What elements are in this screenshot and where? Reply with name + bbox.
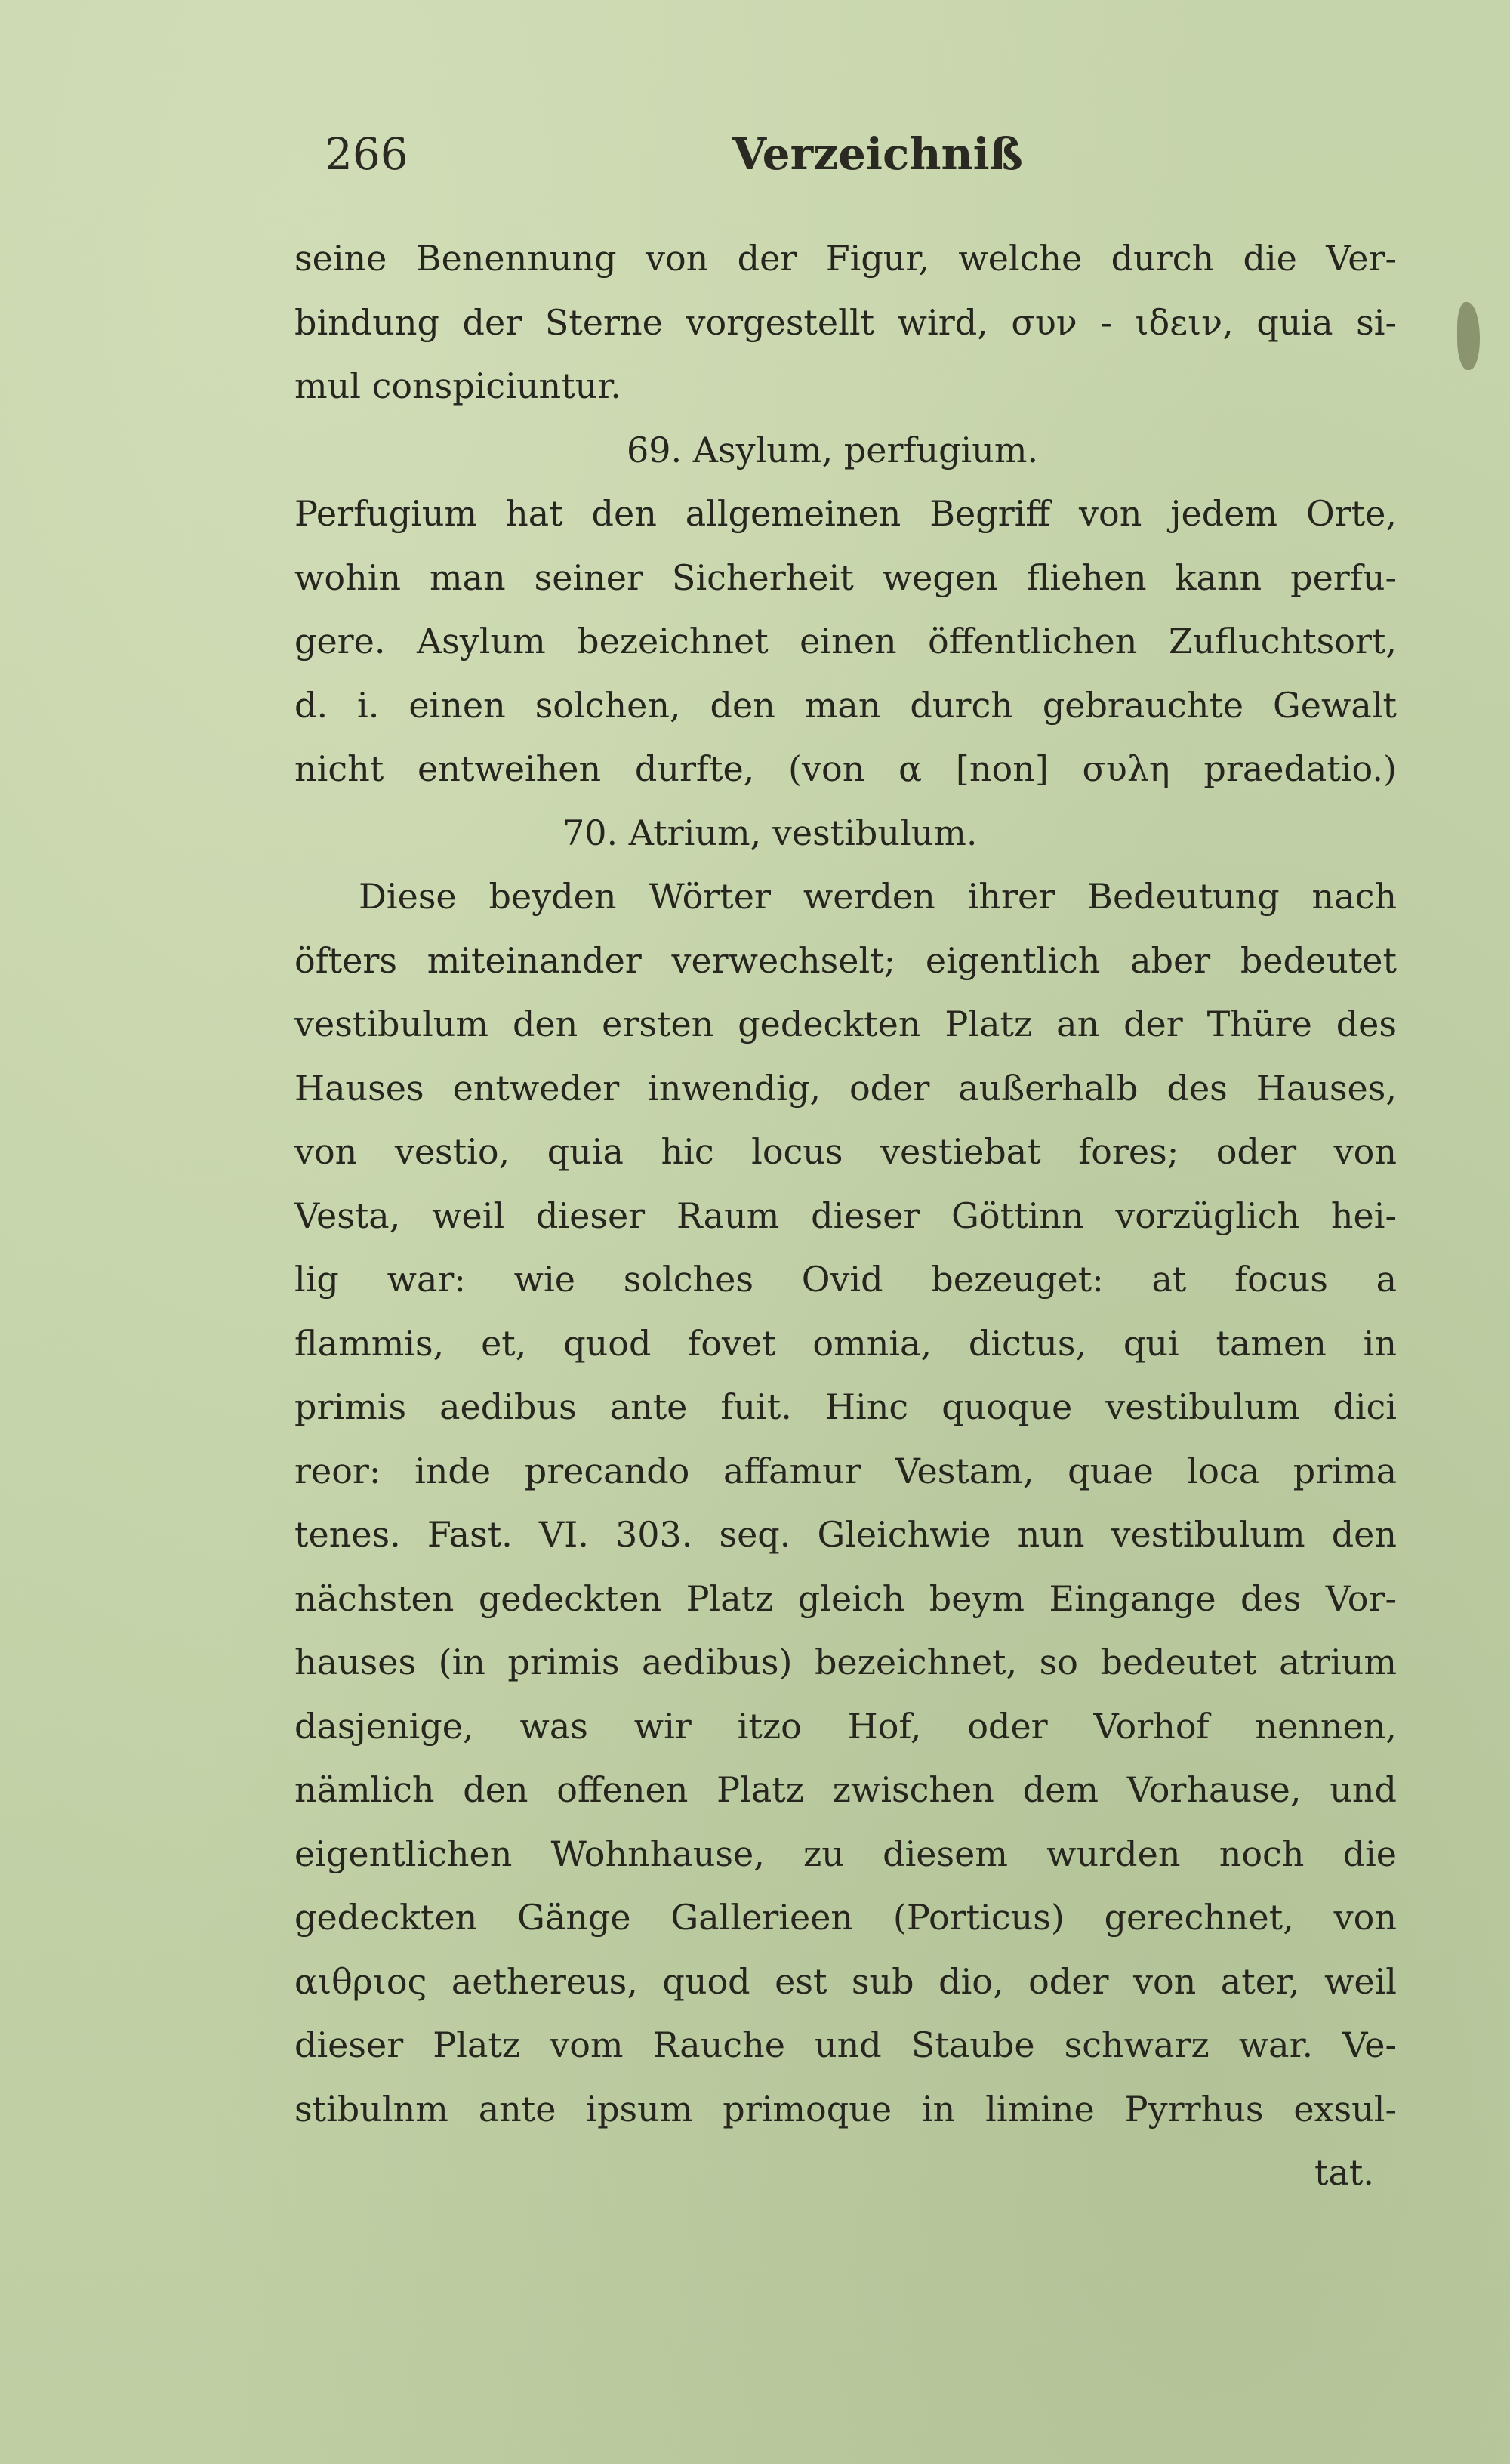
page-number: 266 (325, 128, 408, 180)
text-line: Vesta, weil dieser Raum dieser Göttinn vorzüglich hei- (294, 1195, 1397, 1236)
text-line: Hauses entweder inwendig, oder außerhalb des Hauses, (294, 1067, 1397, 1109)
text-line: nächsten gedeckten Platz gleich beym Eingange des Vor- (294, 1577, 1397, 1619)
text-line: d. i. einen solchen, den man durch gebrauchte Gewalt (294, 684, 1397, 726)
page-stain (1457, 302, 1480, 370)
text-line: mul conspiciuntur. (294, 365, 621, 406)
text-line: stibulnm ante ipsum primoque in limine Pyrrhus exsul- (294, 2088, 1397, 2129)
catchword: tat. (1314, 2152, 1374, 2193)
text-line: dieser Platz vom Rauche und Staube schwarz war. Ve- (294, 2025, 1397, 2065)
text-line: lig war: wie solches Ovid bezeuget: at focus a (294, 1259, 1397, 1300)
text-line: Perfugium hat den allgemeinen Begriff von jedem Orte, (294, 493, 1397, 534)
body-text (294, 227, 1397, 2205)
text-line: öfters miteinander verwechselt; eigentlich aber bedeutet (294, 939, 1397, 981)
text-line: vestibulum den ersten gedeckten Platz an der Thüre des (294, 1004, 1397, 1044)
text-line: primis aedibus ante fuit. Hinc quoque vestibulum dici (294, 1386, 1397, 1427)
text-line: seine Benennung von der Figur, welche durch die Ver- (294, 238, 1397, 279)
text-line: von vestio, quia hic locus vestiebat fores; oder von (294, 1131, 1397, 1172)
entry-heading-69: 69. Asylum, perfugium. (627, 429, 1039, 470)
page-header (325, 128, 1080, 189)
text-line: dasjenige, was wir itzo Hof, oder Vorhof nennen, (294, 1705, 1397, 1747)
running-title: Verzeichniß (732, 128, 1023, 180)
text-line: reor: inde precando affamur Vestam, quae loca prima (294, 1450, 1397, 1491)
text-line: nämlich den offenen Platz zwischen dem Vorhause, und (294, 1769, 1397, 1810)
text-line: wohin man seiner Sicherheit wegen fliehen kann perfu- (294, 557, 1397, 598)
text-line: gere. Asylum bezeichnet einen öffentlichen Zufluchtsort, (294, 621, 1397, 661)
text-line: tenes. Fast. VI. 303. seq. Gleichwie nun vestibulum den (294, 1514, 1397, 1555)
text-line: eigentlichen Wohnhause, zu diesem wurden noch die (294, 1833, 1397, 1874)
text-line: αιθριος aethereus, quod est sub dio, oder von ater, weil (294, 1960, 1397, 2002)
text-line: Diese beyden Wörter werden ihrer Bedeutung nach (359, 876, 1397, 917)
text-line: gedeckten Gänge Gallerieen (Porticus) gerechnet, von (294, 1897, 1397, 1938)
entry-heading-70: 70. Atrium, vestibulum. (562, 812, 978, 853)
text-line: nicht entweihen durfte, (von α [non] συλη praedatio.) (294, 748, 1397, 789)
text-line: bindung der Sterne vorgestellt wird, συν - ιδειν, quia si- (294, 301, 1397, 343)
text-line: flammis, et, quod fovet omnia, dictus, qui tamen in (294, 1322, 1397, 1364)
text-line: hauses (in primis aedibus) bezeichnet, so bedeutet atrium (294, 1642, 1397, 1682)
